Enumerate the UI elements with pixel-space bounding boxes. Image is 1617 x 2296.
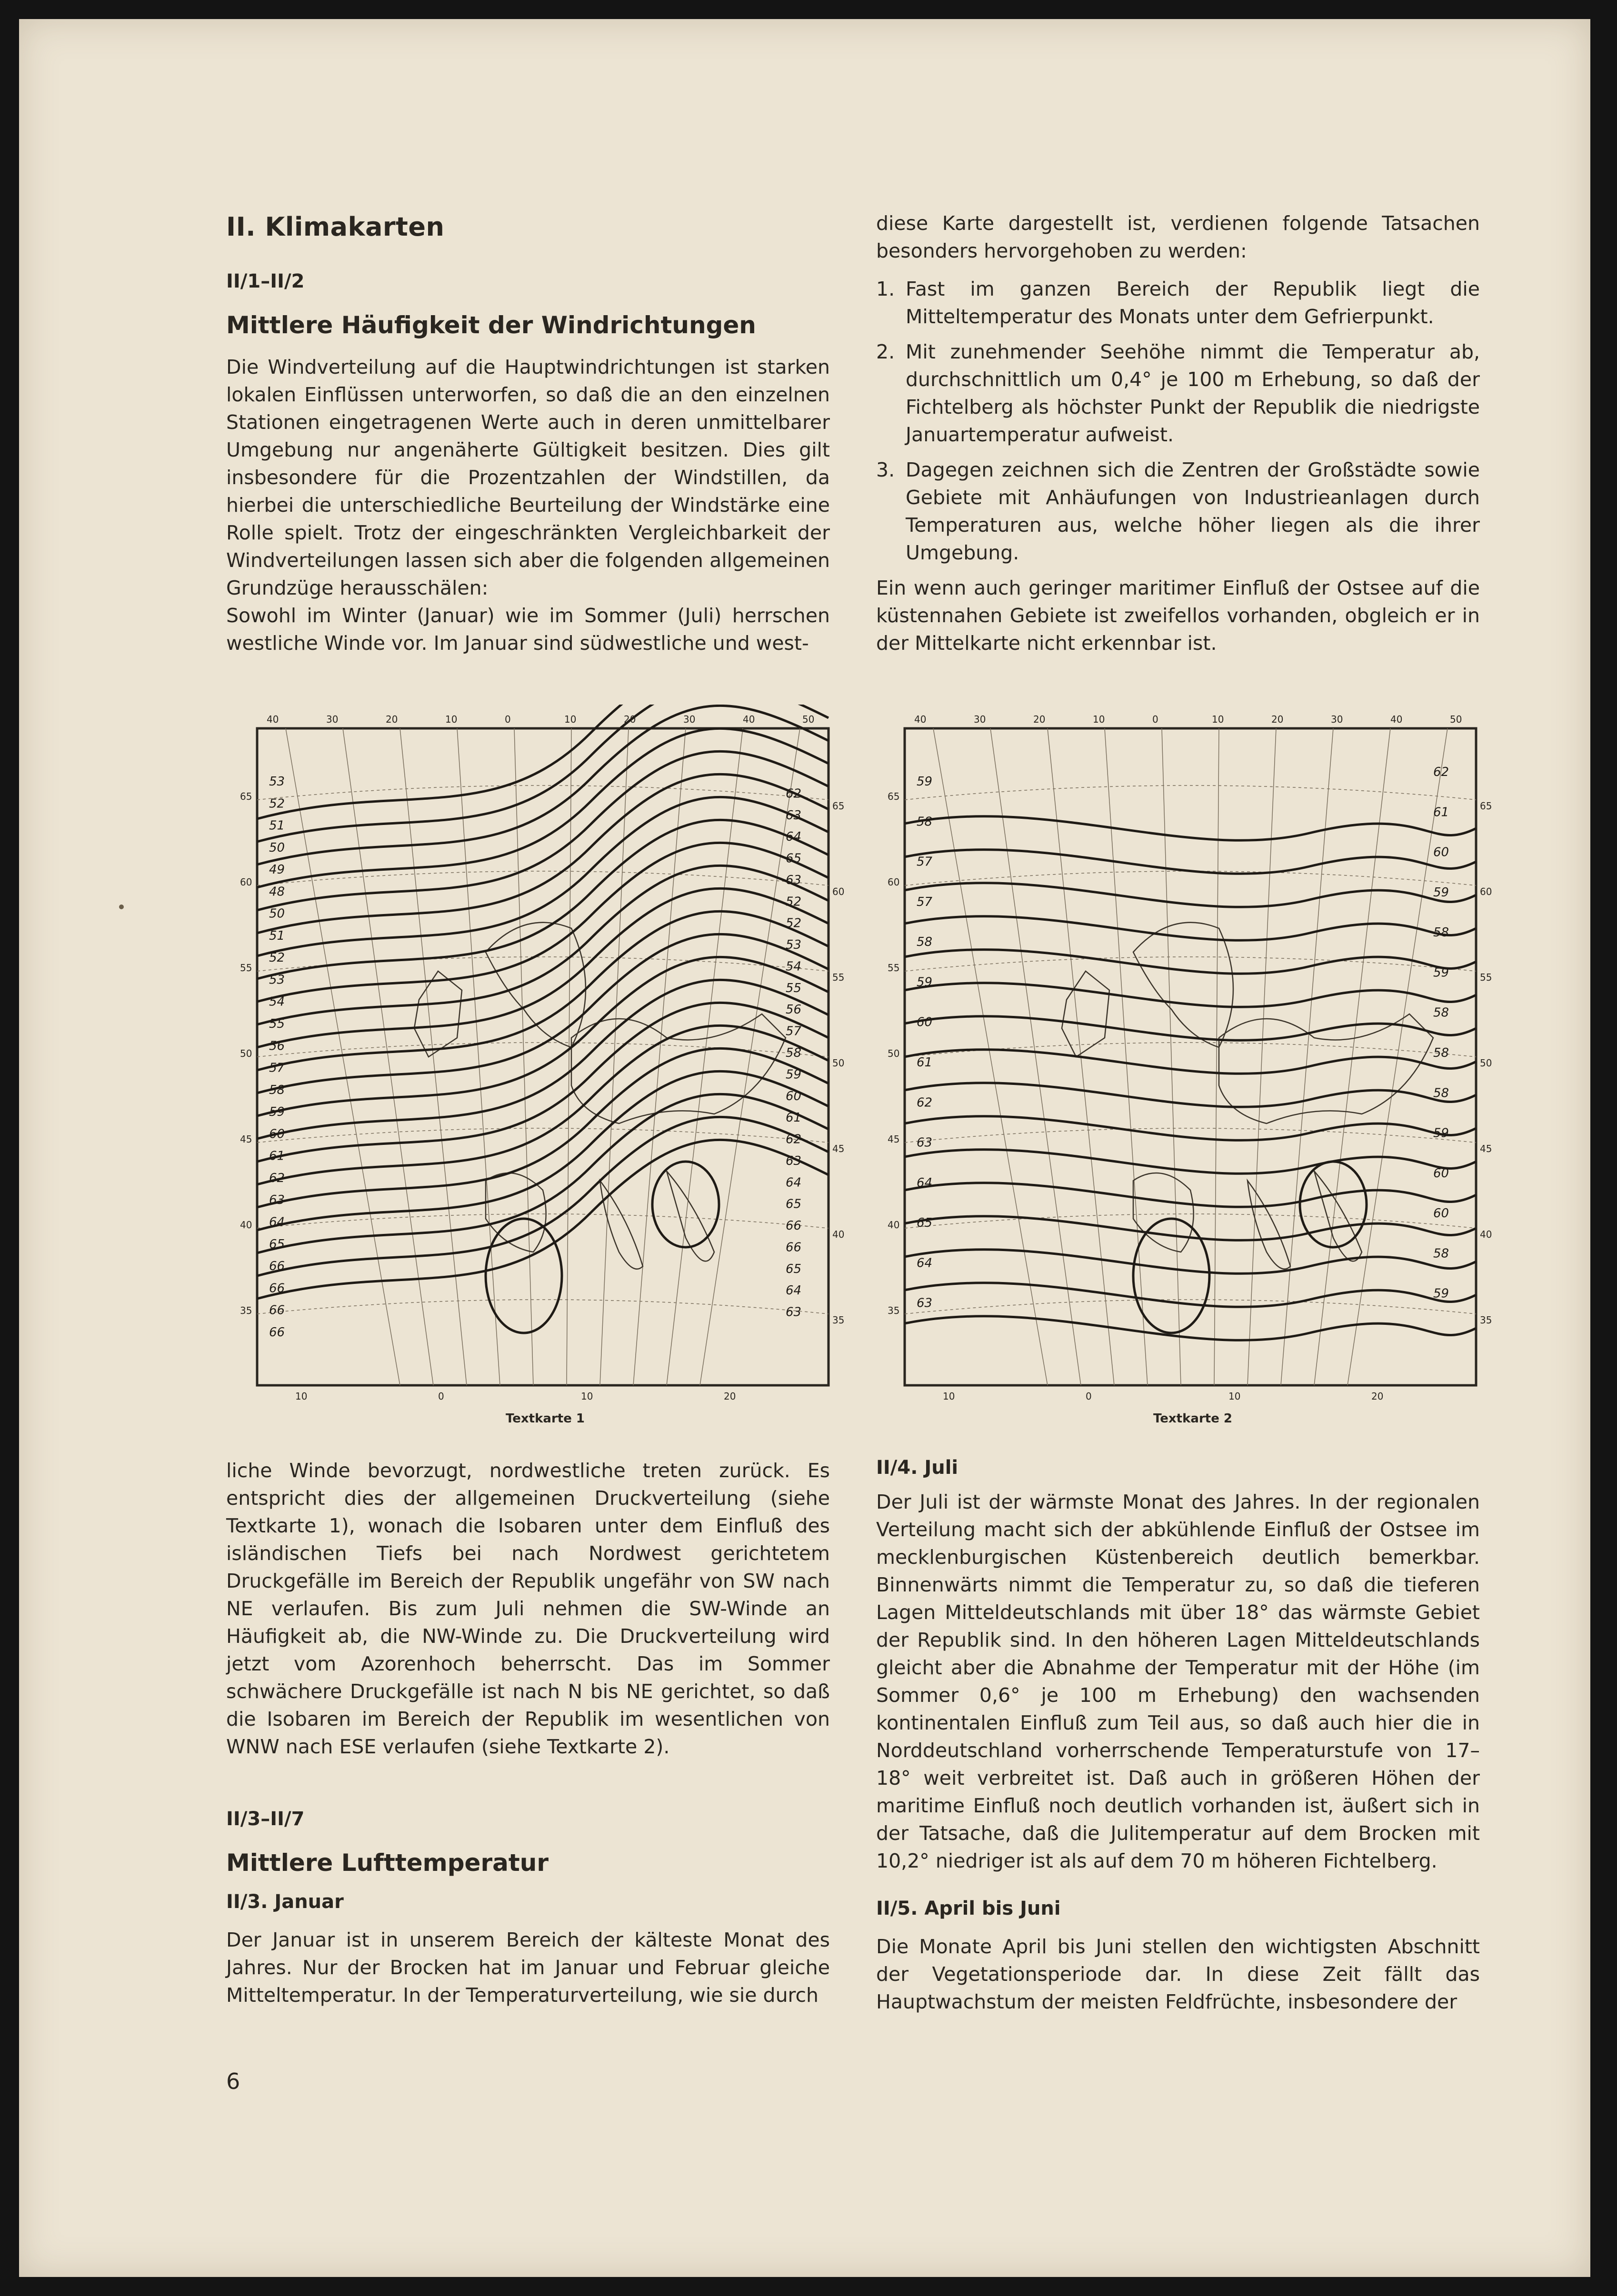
meridian [400,728,467,1385]
right-column-bottom [876,1457,1480,2016]
coastline [1248,1181,1290,1269]
latitude-tick: 50 [240,1048,252,1059]
latitude-tick: 45 [1480,1143,1492,1154]
isobar-label: 63 [786,808,802,823]
meridian [343,728,433,1385]
isobar-line [905,1183,1476,1207]
isobar-label: 60 [1433,1166,1449,1181]
isobar-line [905,1216,1476,1241]
latitude-tick: 55 [240,962,252,974]
longitude-tick: 20 [1033,714,1046,725]
map-textkarte-2 [886,705,1500,1447]
isobar-label: 65 [786,851,802,866]
isobar-label: 58 [1433,1086,1449,1101]
isobar-label: 65 [917,1216,933,1231]
right-column-top [876,209,1480,657]
latitude-tick: 35 [1480,1314,1492,1326]
left-column-bottom [226,1457,830,2009]
isobar-label: 62 [786,1132,802,1147]
longitude-tick: 0 [438,1391,444,1402]
coastline [414,971,462,1057]
isobar-label: 62 [917,1095,933,1110]
isobar-label: 59 [917,975,933,990]
latitude-tick: 40 [832,1229,845,1240]
list-item: 2. Mit zunehmender Seehöhe nimmt die Temperatur ab, durchschnittlich um 0,4° je 100 m Erhebung, so daß der Fichtelberg als höchster Punkt der Republik die niedrigste Januartemperatur aufweist. [876,340,1480,446]
list-item: 3. Dagegen zeichnen sich die Zentren der Großstädte sowie Gebiete mit Anhäufungen von Industrieanlagen durch Temperaturen aus, welche höher liegen als die ihrer Umgebung. [876,458,1480,564]
isobar-label: 54 [269,994,285,1009]
isobar-map-1 [238,705,852,1447]
coastline [1062,971,1109,1057]
longitude-tick: 40 [914,714,927,725]
longitude-tick: 50 [802,714,815,725]
isobar-label: 59 [917,775,933,789]
isobar-label: 53 [786,938,802,953]
isobar-label: 57 [917,855,933,869]
wind-paragraph-2: Sowohl im Winter (Januar) wie im Sommer (Juli) herrschen westliche Winde vor. Im Januar sind südwestliche und west- [226,604,830,655]
longitude-tick: 40 [267,714,279,725]
isobar-line [905,816,1476,841]
list-item: 1. Fast im ganzen Bereich der Republik liegt die Mitteltemperatur des Monats unter dem Gefrierpunkt. [876,278,1480,328]
latitude-tick: 60 [832,886,845,897]
isobar-label: 58 [1433,1005,1449,1020]
isobar-label: 61 [269,1149,285,1163]
isobar-label: 60 [786,1089,802,1103]
longitude-tick: 20 [1371,1391,1384,1402]
wind-heading: Mittlere Häufigkeit der Windrichtungen [226,311,756,339]
meridian [700,728,800,1385]
wind-paragraph-1: Die Windverteilung auf die Hauptwindrichtungen ist starken lokalen Einflüssen unterworfen, so daß die an den einzelnen Stationen eingetragenen Werte auch in deren unmittelbarer Umgebung nur angenäherte Gültigkeit besitzen. Dies gilt insbesondere für die Prozentzahlen der Windstillen, da hierbei die unterschiedliche Beurteilung der Windstärke eine Rolle spielt. Trotz der eingeschränkten Vergleichbarkeit der Windverteilungen lassen sich aber die folgenden allgemeinen Grundzüge herausschälen: [226,356,830,599]
isobar-label: 57 [786,1024,802,1039]
isobar-label: 59 [269,1105,285,1120]
latitude-tick: 35 [888,1305,900,1316]
map-1-caption: Textkarte 1 [506,1411,585,1426]
isobar-label: 60 [1433,1206,1449,1221]
meridian [1214,728,1219,1385]
latitude-tick: 45 [240,1133,252,1145]
parallel [905,1300,1476,1314]
isobar-label: 58 [1433,1246,1449,1261]
isobar-label: 48 [269,885,285,899]
longitude-tick: 10 [564,714,577,725]
longitude-tick: 20 [1271,714,1284,725]
isobar-line [905,1283,1476,1307]
isobar-label: 63 [917,1135,933,1150]
longitude-tick: 0 [1152,714,1158,725]
longitude-tick: 30 [1331,714,1343,725]
isobar-label: 63 [786,1305,802,1320]
april-june-paragraph: Die Monate April bis Juni stellen den wichtigsten Abschnitt der Vegetationsperiode dar. In diese Zeit fällt das Hauptwachstum der meisten Feldfrüchte, insbesondere der [876,1935,1480,2013]
isobar-line [905,883,1476,907]
isobar-label: 59 [1433,1286,1449,1301]
isobar-label: 64 [786,1175,802,1190]
longitude-tick: 0 [1086,1391,1092,1402]
isobar-label: 60 [1433,845,1449,860]
meridian [1162,728,1181,1385]
longitude-tick: 10 [1093,714,1105,725]
isobar-line [905,950,1476,974]
longitude-tick: 50 [1450,714,1462,725]
latitude-tick: 50 [1480,1057,1492,1069]
january-paragraph: Der Januar ist in unserem Bereich der kälteste Monat des Jahres. Nur der Brocken hat im Januar und Februar gleiche Mitteltemperatur. In der Temperaturverteilung, wie sie durch [226,1928,830,2007]
meridian [933,728,1048,1385]
longitude-tick: 0 [505,714,511,725]
meridian [1248,728,1276,1385]
july-paragraph: Der Juli ist der wärmste Monat des Jahres. In der regionalen Verteilung macht sich der abkühlende Einfluß der Ostsee im mecklenburgischen Küstenbereich deutlich bemerkbar. Binnenwärts nimmt die Temperatur zu, so daß die tieferen Lagen Mitteldeutschlands mit über 18° das wärmste Gebiet der Republik sind. In den höheren Lagen Mitteldeutschlands gleicht aber die Abnahme der Temperatur mit der Höhe (im Sommer 0,6° je 100 m Erhebung) den wachsenden kontinentalen Einfluß zum Teil aus, so daß auch hier die in Norddeutschland vorherrschende Temperaturstufe von 17–18° weit verbreitet ist. Daß auch in größeren Höhen der maritime Einfluß noch deutlich vorhanden ist, äußert sich in der Tatsache, daß die Julitemperatur auf dem Brocken mit 10,2° niedriger ist als auf dem 70 m höheren Fichtelberg. [876,1491,1480,1872]
longitude-tick: 10 [295,1391,308,1402]
temp-code: II/3–II/7 [226,1808,305,1830]
isobar-label: 66 [269,1281,285,1296]
paper-mark [119,904,124,909]
longitude-tick: 20 [724,1391,736,1402]
longitude-tick: 30 [974,714,986,725]
map-textkarte-1 [238,705,852,1447]
isobar-label: 64 [917,1256,933,1271]
isobar-label: 52 [269,796,285,811]
isobar-label: 50 [269,906,285,921]
isobar-map-2 [886,705,1500,1447]
isobar-label: 58 [1433,1046,1449,1060]
isobar-label: 64 [786,830,802,845]
isobar-label: 59 [1433,1126,1449,1141]
isobar-line [905,983,1476,1007]
longitude-tick: 30 [326,714,339,725]
wind-code: II/1–II/2 [226,270,305,292]
coastline [486,923,586,1047]
isobar-line [905,916,1476,941]
isobar-label: 53 [269,973,285,987]
coastline [1133,923,1233,1047]
isobar-label: 66 [269,1259,285,1274]
parallel [905,1128,1476,1143]
latitude-tick: 40 [888,1219,900,1231]
isobar-label: 61 [1433,805,1449,820]
parallel [905,785,1476,800]
longitude-tick: 40 [743,714,755,725]
isobar-label: 49 [269,863,285,877]
isobar-label: 52 [786,916,802,931]
latitude-tick: 65 [832,800,845,812]
isobar-label: 54 [786,959,802,974]
page [19,19,1590,2277]
april-june-title: II/5. April bis Juni [876,1898,1061,1919]
isobar-label: 57 [269,1061,285,1075]
isobar-label: 66 [269,1303,285,1318]
isobar-label: 63 [786,873,802,887]
isobar-label: 50 [269,840,285,855]
isobar-label: 64 [269,1215,285,1230]
isobar-label: 65 [786,1197,802,1212]
isobar-label: 58 [917,935,933,950]
longitude-tick: 10 [581,1391,593,1402]
isobar-label: 59 [1433,965,1449,980]
latitude-tick: 60 [1480,886,1492,897]
longitude-tick: 40 [1390,714,1403,725]
isobar-label: 59 [786,1067,802,1082]
isobar-label: 55 [786,981,802,995]
meridian [990,728,1081,1385]
january-title: II/3. Januar [226,1891,344,1913]
latitude-tick: 35 [832,1314,845,1326]
isobar-label: 53 [269,775,285,789]
january-end: Ein wenn auch geringer maritimer Einfluß der Ostsee auf die küstennahen Gebiete ist zweifellos vorhanden, obgleich er in der Mittelkarte nicht erkennbar ist. [876,576,1480,655]
isobar-closed [1300,1162,1367,1247]
isobar-label: 65 [786,1262,802,1276]
meridian [567,728,571,1385]
latitude-tick: 35 [240,1305,252,1316]
isobar-label: 62 [269,1171,285,1185]
latitude-tick: 60 [240,876,252,888]
left-column-top [226,212,830,657]
isobar-label: 55 [269,1017,285,1032]
isobar-line [905,1250,1476,1274]
january-continued: diese Karte dargestellt ist, verdienen folgende Tatsachen besonders hervorgehoben zu werden: [876,212,1480,262]
longitude-tick: 10 [1212,714,1224,725]
july-title: II/4. Juli [876,1457,958,1479]
isobar-label: 56 [269,1039,285,1054]
isobar-label: 63 [786,1153,802,1168]
longitude-tick: 10 [445,714,458,725]
isobar-label: 62 [1433,765,1449,779]
isobar-label: 51 [269,818,285,833]
isobar-label: 61 [917,1055,933,1070]
isobar-label: 58 [269,1083,285,1097]
isobar-label: 64 [786,1283,802,1298]
latitude-tick: 65 [1480,800,1492,812]
latitude-tick: 45 [888,1133,900,1145]
latitude-tick: 55 [832,972,845,983]
parallel [257,1300,828,1314]
longitude-tick: 10 [943,1391,955,1402]
temp-heading: Mittlere Lufttemperatur [226,1849,549,1877]
january-facts-list [876,275,1480,567]
wind-paragraph-3: liche Winde bevorzugt, nordwestliche treten zurück. Es entspricht dies der allgemeinen Druckverteilung (siehe Textkarte 1), wonach die Isobaren unter dem Einfluß des isländischen Tiefs bei nach Nordwest gerichtetem Druckgefälle im Bereich der Republik ungefähr von SW nach NE verlaufen. Bis zum Juli nehmen die SW-Winde an Häufigkeit ab, die NW-Winde zu. Die Druckverteilung wird jetzt vom Azorenhoch beherrscht. Das im Sommer schwächere Druckgefälle ist nach N bis NE gerichtet, so daß die Isobaren im Bereich der Republik im wesentlichen von WNW nach ESE verlaufen (siehe Textkarte 2). [226,1459,830,1758]
isobar-label: 62 [786,786,802,801]
latitude-tick: 65 [888,791,900,802]
isobar-label: 60 [917,1015,933,1030]
isobar-label: 61 [786,1111,802,1125]
latitude-tick: 50 [832,1057,845,1069]
latitude-tick: 60 [888,876,900,888]
latitude-tick: 65 [240,791,252,802]
page-number: 6 [226,2068,240,2094]
map-2-caption: Textkarte 2 [1153,1411,1232,1426]
latitude-tick: 40 [1480,1229,1492,1240]
isobar-label: 66 [786,1219,802,1233]
coastline [600,1181,643,1269]
isobar-label: 56 [786,1003,802,1017]
isobar-line [905,850,1476,874]
meridian [457,728,500,1385]
isobar-closed [652,1162,719,1247]
isobar-label: 66 [269,1325,285,1340]
isobar-label: 59 [1433,885,1449,900]
isobar-label: 51 [269,928,285,943]
isobar-label: 57 [917,895,933,909]
isobar-label: 52 [269,951,285,965]
section-title: II. Klimakarten [226,212,445,242]
meridian [600,728,629,1385]
longitude-tick: 10 [1228,1391,1241,1402]
isobar-label: 58 [917,815,933,829]
latitude-tick: 40 [240,1219,252,1231]
isobar-label: 65 [269,1237,285,1252]
isobar-label: 63 [269,1193,285,1208]
latitude-tick: 55 [1480,972,1492,983]
isobar-label: 52 [786,895,802,909]
isobar-label: 63 [917,1296,933,1311]
isobar-line [257,1140,828,1299]
longitude-tick: 20 [386,714,398,725]
isobar-label: 66 [786,1240,802,1255]
isobar-label: 60 [269,1127,285,1142]
isobar-line [905,1316,1476,1341]
isobar-label: 58 [1433,925,1449,940]
isobar-label: 64 [917,1175,933,1190]
isobar-line [905,1016,1476,1041]
latitude-tick: 55 [888,962,900,974]
longitude-tick: 20 [624,714,636,725]
isobar-line [905,1050,1476,1074]
latitude-tick: 45 [832,1143,845,1154]
isobar-line [905,1150,1476,1174]
parallel [905,957,1476,971]
isobar-label: 58 [786,1046,802,1060]
latitude-tick: 50 [888,1048,900,1059]
longitude-tick: 30 [683,714,696,725]
